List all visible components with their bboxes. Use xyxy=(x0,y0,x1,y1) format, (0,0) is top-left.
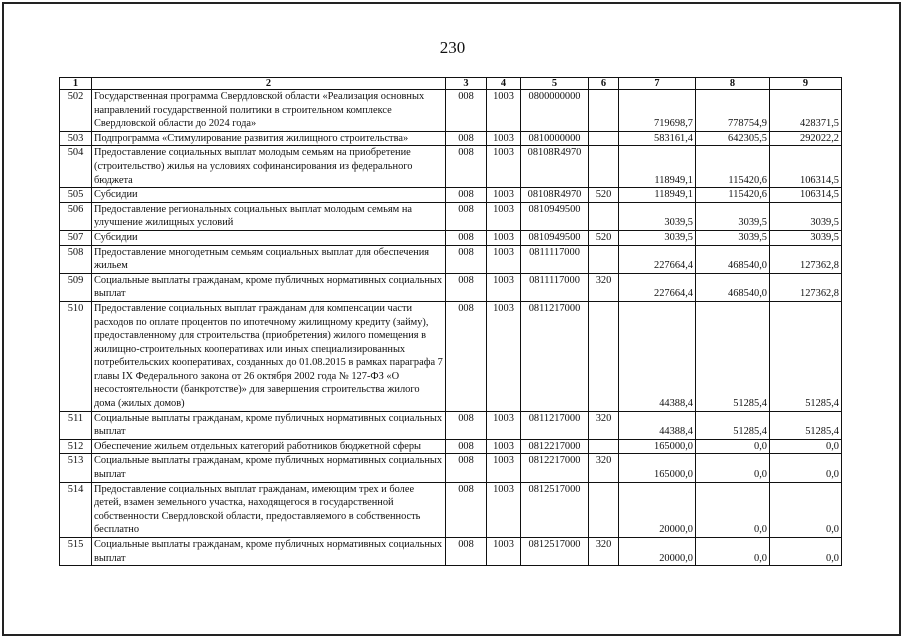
amount-col-8: 0,0 xyxy=(696,454,770,482)
section-code: 1003 xyxy=(487,411,521,439)
table-row xyxy=(60,538,842,566)
section-code: 1003 xyxy=(487,202,521,230)
ministry-code: 008 xyxy=(446,188,487,203)
row-name: Субсидии xyxy=(92,188,446,203)
amount-col-9: 0,0 xyxy=(770,454,842,482)
amount-col-8: 51285,4 xyxy=(696,301,770,411)
table-row xyxy=(60,146,842,188)
expense-type-code: 320 xyxy=(589,273,619,301)
target-code: 0812217000 xyxy=(521,454,589,482)
amount-col-7: 3039,5 xyxy=(619,202,696,230)
page-number: 230 xyxy=(439,38,466,57)
row-number: 502 xyxy=(60,90,92,132)
amount-col-9: 292022,2 xyxy=(770,131,842,146)
target-code: 0812517000 xyxy=(521,482,589,537)
table-row xyxy=(60,230,842,245)
row-name: Предоставление многодетным семьям социальных выплат для обеспечения жильем xyxy=(92,245,446,273)
row-name: Социальные выплаты гражданам, кроме публичных нормативных социальных выплат xyxy=(92,411,446,439)
target-code: 0800000000 xyxy=(521,90,589,132)
table-row xyxy=(60,482,842,537)
amount-col-7: 44388,4 xyxy=(619,411,696,439)
amount-col-8: 115420,6 xyxy=(696,188,770,203)
target-code: 0810949500 xyxy=(521,230,589,245)
target-code: 0810000000 xyxy=(521,131,589,146)
row-name: Социальные выплаты гражданам, кроме публичных нормативных социальных выплат xyxy=(92,454,446,482)
expense-type-code xyxy=(589,202,619,230)
amount-col-9: 0,0 xyxy=(770,439,842,454)
expense-type-code: 520 xyxy=(589,188,619,203)
amount-col-9: 127362,8 xyxy=(770,245,842,273)
header-row xyxy=(60,78,842,90)
expense-type-code xyxy=(589,482,619,537)
target-code: 0811117000 xyxy=(521,245,589,273)
amount-col-8: 778754,9 xyxy=(696,90,770,132)
amount-col-9: 0,0 xyxy=(770,538,842,566)
ministry-code: 008 xyxy=(446,90,487,132)
ministry-code: 008 xyxy=(446,482,487,537)
amount-col-9: 51285,4 xyxy=(770,301,842,411)
amount-col-9: 3039,5 xyxy=(770,230,842,245)
row-name: Субсидии xyxy=(92,230,446,245)
amount-col-9: 0,0 xyxy=(770,482,842,537)
expense-type-code xyxy=(589,146,619,188)
table-row xyxy=(60,301,842,411)
expense-type-code xyxy=(589,90,619,132)
row-number: 515 xyxy=(60,538,92,566)
row-name: Предоставление социальных выплат молодым семьям на приобретение (строительство) жилья на условиях софинансирования из федерального бюджета xyxy=(92,146,446,188)
header-col-9: 9 xyxy=(770,78,842,90)
row-number: 509 xyxy=(60,273,92,301)
expense-type-code xyxy=(589,301,619,411)
amount-col-8: 0,0 xyxy=(696,538,770,566)
ministry-code: 008 xyxy=(446,230,487,245)
row-number: 513 xyxy=(60,454,92,482)
row-number: 507 xyxy=(60,230,92,245)
amount-col-7: 227664,4 xyxy=(619,245,696,273)
header-col-1: 1 xyxy=(60,78,92,90)
target-code: 0812217000 xyxy=(521,439,589,454)
target-code: 0811117000 xyxy=(521,273,589,301)
section-code: 1003 xyxy=(487,131,521,146)
target-code: 0810949500 xyxy=(521,202,589,230)
header-col-2: 2 xyxy=(92,78,446,90)
amount-col-7: 118949,1 xyxy=(619,188,696,203)
expense-type-code xyxy=(589,131,619,146)
expense-type-code: 320 xyxy=(589,454,619,482)
expense-type-code xyxy=(589,439,619,454)
section-code: 1003 xyxy=(487,482,521,537)
row-name: Обеспечение жильем отдельных категорий работников бюджетной сферы xyxy=(92,439,446,454)
amount-col-7: 20000,0 xyxy=(619,538,696,566)
amount-col-7: 44388,4 xyxy=(619,301,696,411)
amount-col-9: 106314,5 xyxy=(770,188,842,203)
ministry-code: 008 xyxy=(446,439,487,454)
amount-col-8: 115420,6 xyxy=(696,146,770,188)
row-number: 504 xyxy=(60,146,92,188)
amount-col-7: 165000,0 xyxy=(619,454,696,482)
section-code: 1003 xyxy=(487,90,521,132)
target-code: 08108R4970 xyxy=(521,146,589,188)
amount-col-7: 719698,7 xyxy=(619,90,696,132)
target-code: 0811217000 xyxy=(521,301,589,411)
row-name: Государственная программа Свердловской области «Реализация основных направлений государственной политики в строительном комплексе Свердловской области до 2024 года» xyxy=(92,90,446,132)
amount-col-9: 428371,5 xyxy=(770,90,842,132)
table-row xyxy=(60,454,842,482)
header-col-5: 5 xyxy=(521,78,589,90)
expense-type-code xyxy=(589,245,619,273)
expense-type-code: 320 xyxy=(589,538,619,566)
table-row xyxy=(60,411,842,439)
amount-col-8: 3039,5 xyxy=(696,202,770,230)
ministry-code: 008 xyxy=(446,131,487,146)
table-row xyxy=(60,90,842,132)
amount-col-7: 227664,4 xyxy=(619,273,696,301)
ministry-code: 008 xyxy=(446,411,487,439)
row-name: Социальные выплаты гражданам, кроме публичных нормативных социальных выплат xyxy=(92,538,446,566)
row-name: Предоставление региональных социальных выплат молодым семьям на улучшение жилищных условий xyxy=(92,202,446,230)
row-name: Социальные выплаты гражданам, кроме публичных нормативных социальных выплат xyxy=(92,273,446,301)
ministry-code: 008 xyxy=(446,146,487,188)
amount-col-8: 0,0 xyxy=(696,482,770,537)
header-col-7: 7 xyxy=(619,78,696,90)
amount-col-7: 165000,0 xyxy=(619,439,696,454)
amount-col-9: 3039,5 xyxy=(770,202,842,230)
ministry-code: 008 xyxy=(446,454,487,482)
section-code: 1003 xyxy=(487,230,521,245)
section-code: 1003 xyxy=(487,273,521,301)
ministry-code: 008 xyxy=(446,202,487,230)
expense-type-code: 320 xyxy=(589,411,619,439)
header-col-8: 8 xyxy=(696,78,770,90)
ministry-code: 008 xyxy=(446,538,487,566)
budget-table xyxy=(59,77,842,566)
target-code: 0811217000 xyxy=(521,411,589,439)
amount-col-9: 106314,5 xyxy=(770,146,842,188)
row-number: 512 xyxy=(60,439,92,454)
amount-col-8: 0,0 xyxy=(696,439,770,454)
row-number: 510 xyxy=(60,301,92,411)
amount-col-9: 127362,8 xyxy=(770,273,842,301)
amount-col-8: 468540,0 xyxy=(696,273,770,301)
header-col-4: 4 xyxy=(487,78,521,90)
ministry-code: 008 xyxy=(446,301,487,411)
section-code: 1003 xyxy=(487,454,521,482)
amount-col-8: 51285,4 xyxy=(696,411,770,439)
table-row xyxy=(60,202,842,230)
table-row xyxy=(60,439,842,454)
amount-col-9: 51285,4 xyxy=(770,411,842,439)
ministry-code: 008 xyxy=(446,273,487,301)
amount-col-7: 118949,1 xyxy=(619,146,696,188)
amount-col-7: 20000,0 xyxy=(619,482,696,537)
header-col-6: 6 xyxy=(589,78,619,90)
ministry-code: 008 xyxy=(446,245,487,273)
row-number: 503 xyxy=(60,131,92,146)
row-number: 511 xyxy=(60,411,92,439)
table-row xyxy=(60,245,842,273)
row-number: 508 xyxy=(60,245,92,273)
row-name: Предоставление социальных выплат гражданам для компенсации части расходов по оплате процентов по ипотечному жилищному кредиту (займу), предоставленному для строительства (приобретения) жилого помещения в жилищно-строительных кооперативах или иных специализированных потребительских кооперативах, созданных до 01.08.2015 в рамках параграфа 7 главы IX Федерального закона от 26 октября 2002 года № 127-ФЗ «О несостоятельности (банкротстве)» для завершения строительства жилого дома (жилых домов) xyxy=(92,301,446,411)
table-row xyxy=(60,273,842,301)
amount-col-8: 3039,5 xyxy=(696,230,770,245)
row-number: 514 xyxy=(60,482,92,537)
header-col-3: 3 xyxy=(446,78,487,90)
amount-col-8: 642305,5 xyxy=(696,131,770,146)
amount-col-7: 3039,5 xyxy=(619,230,696,245)
table-row xyxy=(60,188,842,203)
row-name: Подпрограмма «Стимулирование развития жилищного строительства» xyxy=(92,131,446,146)
target-code: 08108R4970 xyxy=(521,188,589,203)
target-code: 0812517000 xyxy=(521,538,589,566)
section-code: 1003 xyxy=(487,301,521,411)
expense-type-code: 520 xyxy=(589,230,619,245)
row-name: Предоставление социальных выплат гражданам, имеющим трех и более детей, взамен земельного участка, находящегося в государственной собственности Свердловской области, предоставляемого в собственность бесплатно xyxy=(92,482,446,537)
amount-col-8: 468540,0 xyxy=(696,245,770,273)
section-code: 1003 xyxy=(487,439,521,454)
section-code: 1003 xyxy=(487,188,521,203)
table-row xyxy=(60,131,842,146)
section-code: 1003 xyxy=(487,146,521,188)
section-code: 1003 xyxy=(487,538,521,566)
amount-col-7: 583161,4 xyxy=(619,131,696,146)
row-number: 506 xyxy=(60,202,92,230)
section-code: 1003 xyxy=(487,245,521,273)
row-number: 505 xyxy=(60,188,92,203)
